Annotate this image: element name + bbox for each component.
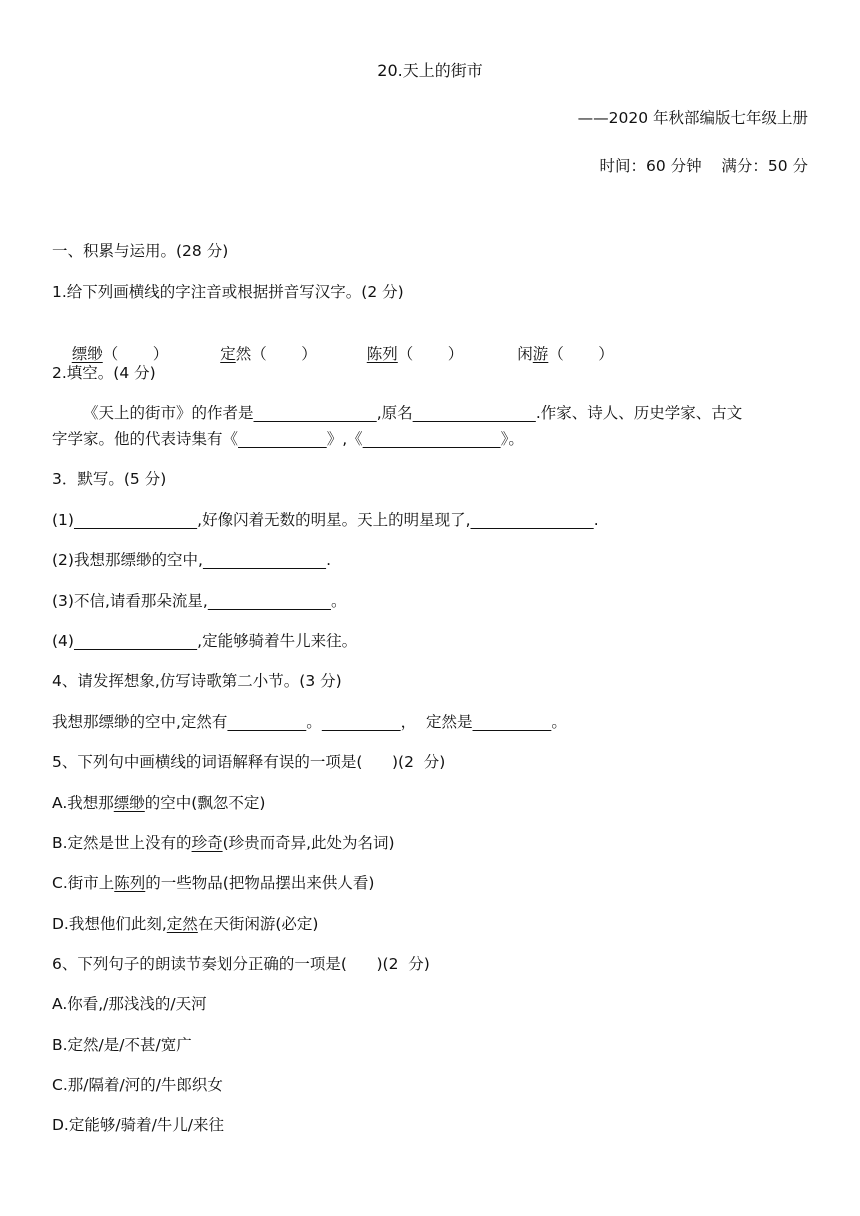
text-segment: . [593,511,599,529]
fill-blank[interactable] [203,551,326,569]
question-5-option-b[interactable] [52,832,808,854]
text-segment: . [326,551,332,569]
question-6-option-b[interactable]: B.定然/是/不甚/宽广 [52,1036,192,1054]
text-segment: (珍贵而奇异,此处为名词) [222,834,395,852]
text-segment: 字学家。他的代表诗集有《 [52,430,239,448]
pinyin-blank[interactable]: （ ） [102,345,169,363]
question-2-prompt: 2.填空。(4 分) [52,364,156,382]
question-3-line-2 [52,549,808,571]
question-5-option-a[interactable] [52,792,808,814]
question-6-option-d[interactable]: D.定能够/骑着/牛儿/来往 [52,1116,225,1134]
question-4-prompt: 4、请发挥想象,仿写诗歌第二小节。(3 分) [52,672,342,690]
fill-blank[interactable] [74,632,197,650]
word-xian: 闲 [517,345,533,363]
text-segment: 》,《 [326,430,363,448]
fill-blank[interactable] [322,713,401,731]
question-2-text [52,400,808,452]
word-ran: 然 [235,345,252,363]
word-chenlie: 陈列 [366,345,398,363]
text-segment: (2)我想那缥缈的空中, [52,551,203,569]
fill-blank[interactable] [413,404,536,422]
fill-blank[interactable] [74,511,197,529]
text-segment: ,好像闪着无数的明星。天上的明星现了, [197,511,471,529]
text-segment: ,原名 [376,404,413,422]
fill-blank[interactable] [238,430,327,448]
underlined-word: 缥缈 [113,794,145,812]
fill-blank[interactable] [227,713,306,731]
question-6-option-c[interactable]: C.那/隔着/河的/牛郎织女 [52,1076,223,1094]
page-title: 20.天上的街市 [377,61,483,80]
pinyin-blank[interactable]: （ ） [251,345,317,363]
pinyin-blank[interactable]: （ ） [548,345,614,363]
text-segment: ， 定然是 [400,713,473,731]
fill-blank[interactable] [208,592,331,610]
text-segment: 。 [551,713,567,731]
text-segment: 的一些物品(把物品摆出来供人看) [145,874,375,892]
text-segment: D.我想他们此刻, [52,915,167,933]
text-segment: (3)不信,请看那朵流星, [52,592,208,610]
text-segment: 在天街闲游(必定) [197,915,319,933]
pinyin-blank[interactable]: （ ） [397,345,464,363]
underlined-word: 定然 [166,915,198,933]
text-segment: (1) [52,511,74,529]
question-3-prompt: 3．默写。(5 分) [52,470,167,488]
text-segment: 《天上的街市》的作者是 [83,404,254,422]
section-heading: 一、积累与运用。(28 分) [52,242,229,260]
question-5-option-c[interactable] [52,872,808,894]
exam-meta: 时间：60 分钟 满分：50 分 [599,157,808,175]
text-segment: 。 [331,592,347,610]
question-4-line [52,711,808,733]
question-6-option-a[interactable]: A.你看,/那浅浅的/天河 [52,995,207,1013]
text-segment: 》。 [500,430,524,448]
fill-blank[interactable] [471,511,594,529]
text-segment: (4) [52,632,74,650]
text-segment: .作家、诗人、历史学家、古文 [535,404,743,422]
text-segment: B.定然是世上没有的 [52,834,192,852]
fill-blank[interactable] [473,713,552,731]
text-segment: 。 [306,713,322,731]
question-3-line-4 [52,630,808,652]
text-segment: C.街市上 [52,874,115,892]
text-segment: A.我想那 [52,794,114,812]
word-piaomiao: 缥缈 [71,345,103,363]
subtitle: ——2020 年秋部编版七年级上册 [577,109,808,127]
word-ding: 定 [220,345,236,363]
text-segment: 的空中(飘忽不定) [144,794,266,812]
text-segment: ,定能够骑着牛儿来往。 [197,632,358,650]
underlined-word: 陈列 [114,874,146,892]
question-5-prompt: 5、下列句中画横线的词语解释有误的一项是( )(2 分) [52,753,446,771]
question-5-option-d[interactable] [52,913,808,935]
fill-blank[interactable] [363,430,501,448]
question-1-prompt: 1.给下列画横线的字注音或根据拼音写汉字。(2 分) [52,283,404,301]
word-you: 游 [532,345,549,363]
fill-blank[interactable] [254,404,377,422]
underlined-word: 珍奇 [191,834,223,852]
question-6-prompt: 6、下列句子的朗读节奏划分正确的一项是( )(2 分) [52,955,430,973]
text-segment: 我想那缥缈的空中,定然有 [52,713,228,731]
question-3-line-3 [52,590,808,612]
question-3-line-1 [52,509,808,531]
